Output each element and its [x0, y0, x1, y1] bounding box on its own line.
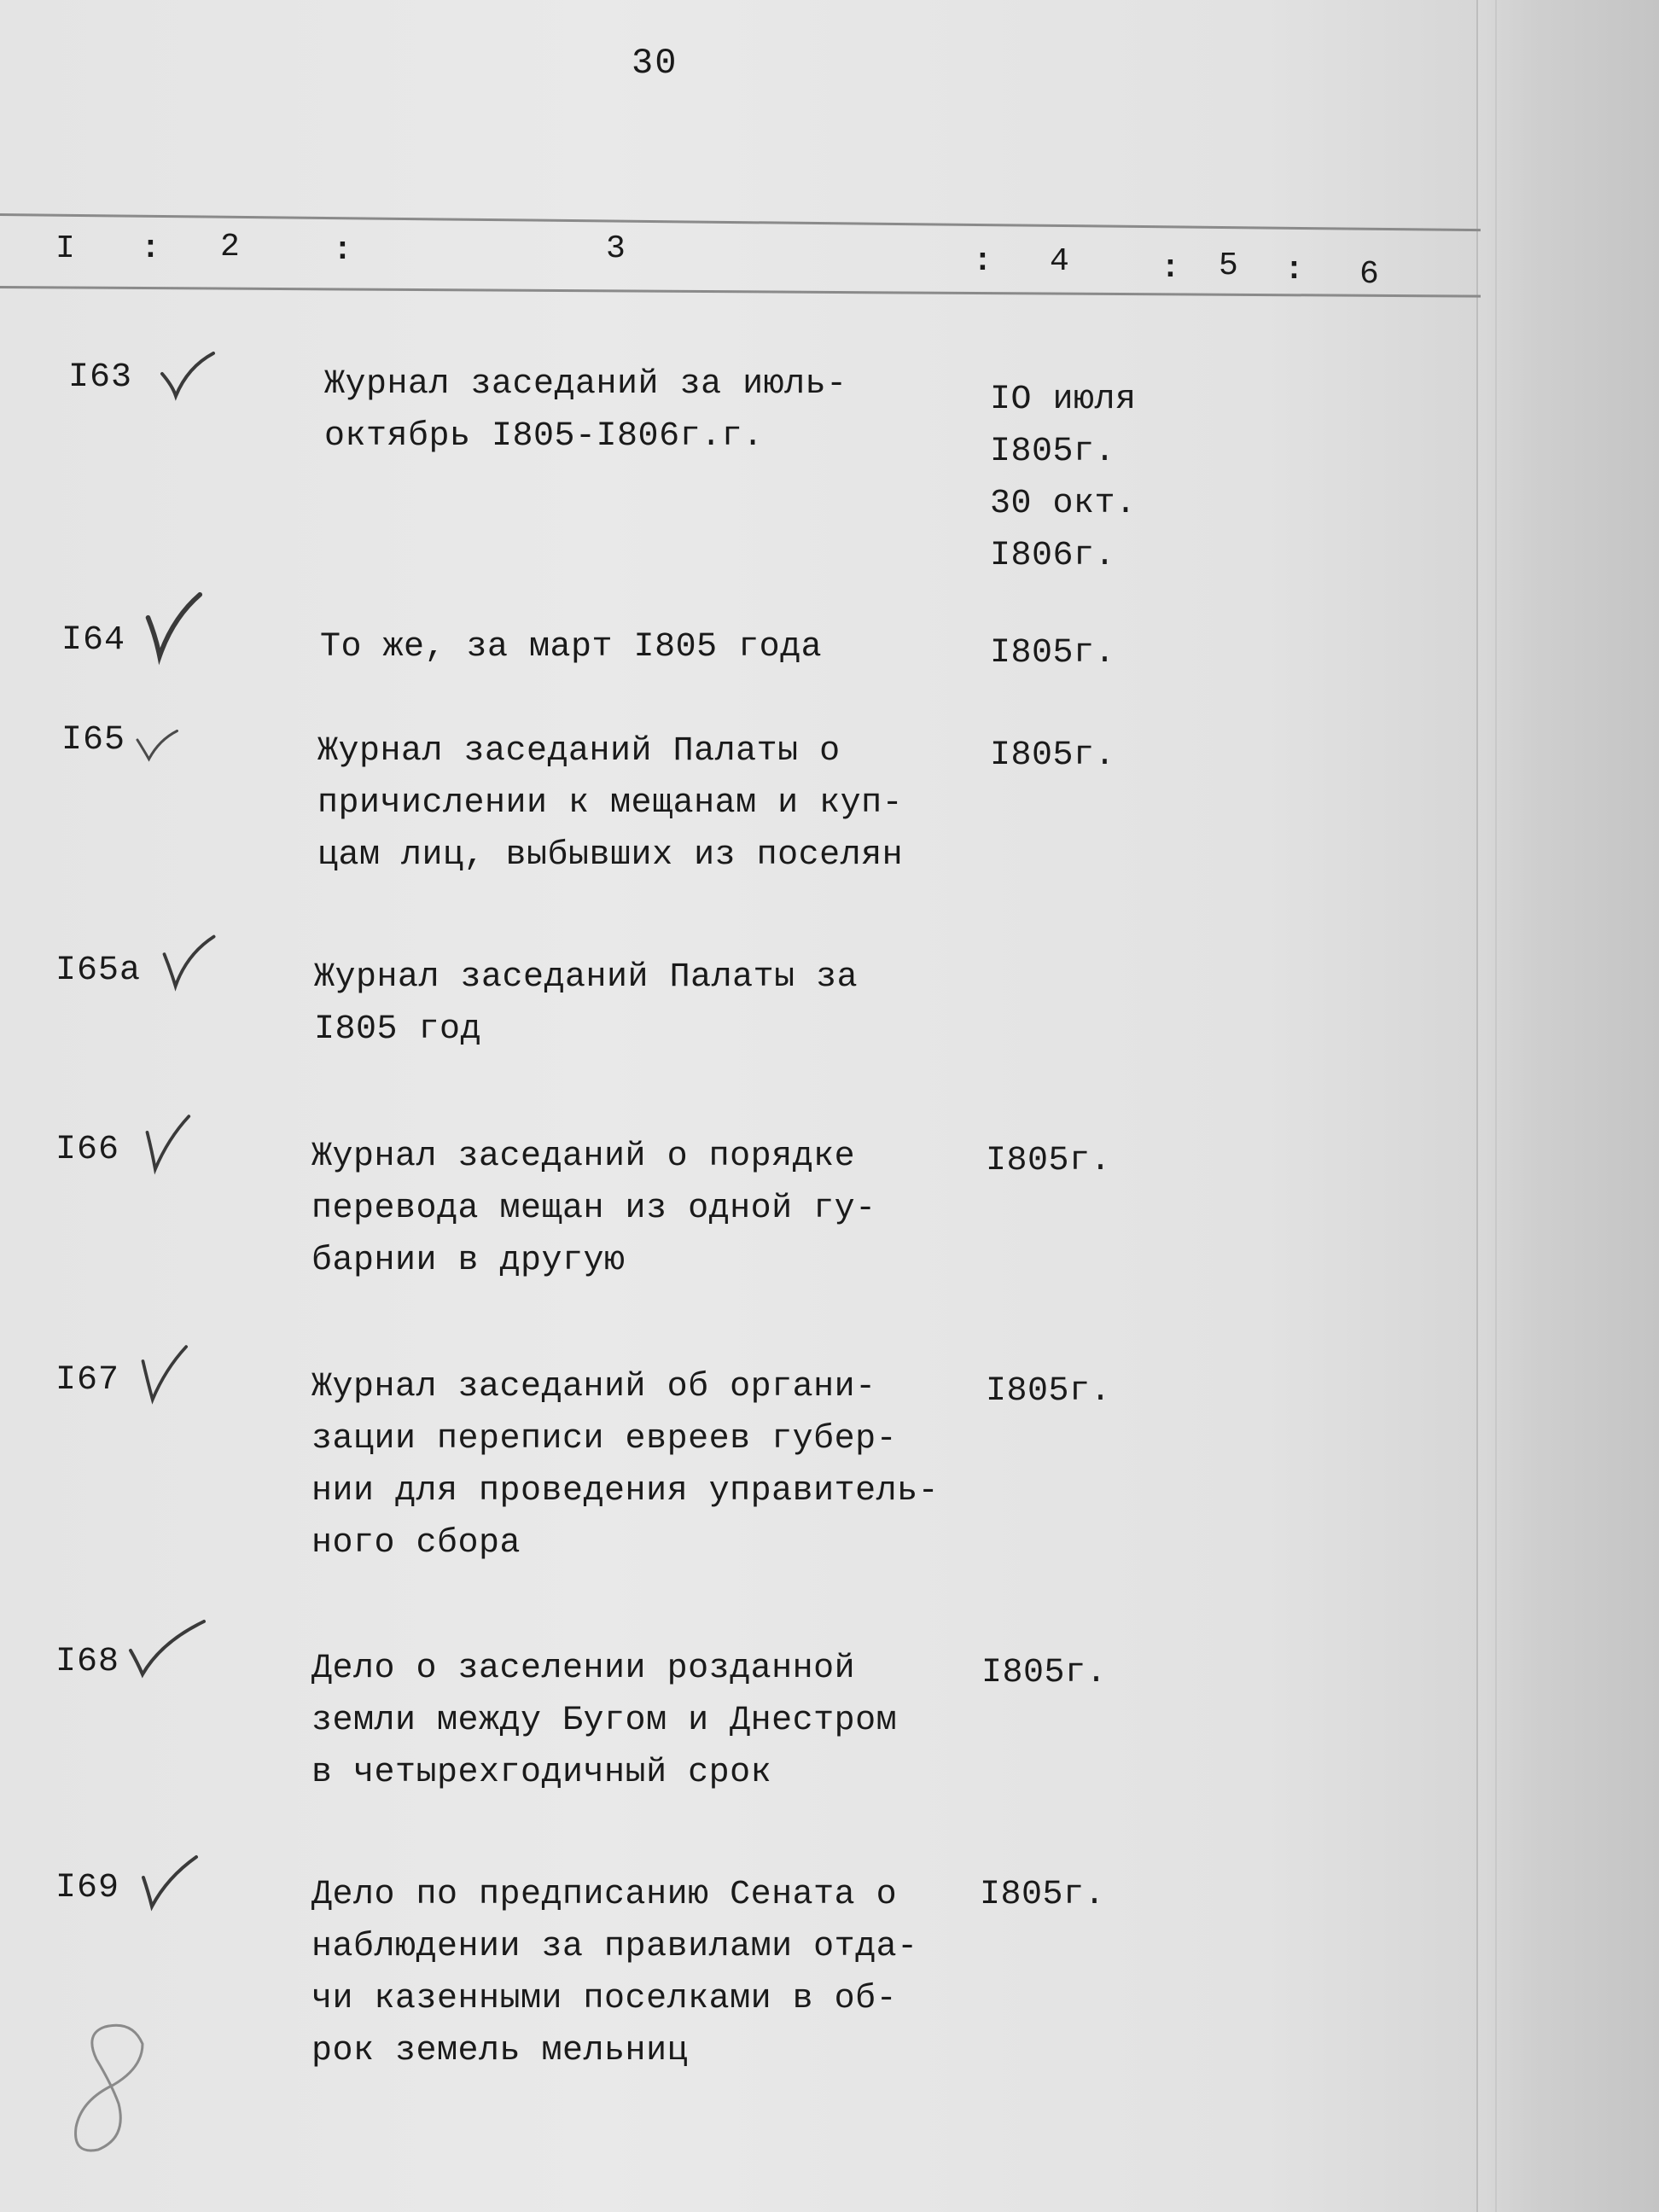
entry-description: Журнал заседаний Палаты за I805 год — [314, 958, 859, 1049]
entry-date: IО июля I805г. 30 окт. I806г. — [990, 381, 1137, 575]
adjacent-page-edge — [1476, 0, 1659, 2212]
entry-date: I805г. — [986, 1372, 1112, 1411]
entry-description: То же, за март I805 года — [320, 628, 823, 667]
entry-number: I65 — [61, 721, 126, 760]
entry-description: Дело о заселении розданной земли между Бугом и Днестром в четырехгодичный срок — [311, 1650, 898, 1792]
column-header-2: 2 — [220, 229, 240, 265]
checkmark-icon — [141, 1109, 205, 1178]
header-rule-bottom — [0, 286, 1481, 298]
column-separator: : — [141, 230, 160, 267]
entry-number: I66 — [55, 1131, 120, 1169]
checkmark-icon — [137, 1340, 201, 1408]
pencil-note — [64, 2018, 166, 2163]
column-header-5: 5 — [1219, 247, 1238, 284]
checkmark-icon — [154, 341, 222, 410]
checkmark-icon — [158, 930, 222, 994]
entry-description: Журнал заседаний за июль- октябрь I805-I806г.г. — [324, 365, 847, 456]
entry-number: I64 — [61, 621, 126, 660]
entry-description: Дело по предписанию Сената о наблюдении за правилами отда- чи казенными поселками в об- рок земель мельниц — [311, 1876, 918, 2070]
entry-number: I63 — [68, 358, 133, 397]
column-separator: : — [333, 232, 352, 269]
entry-date: I805г. — [981, 1654, 1108, 1692]
entry-date: I805г. — [986, 1142, 1112, 1180]
column-header-3: 3 — [606, 230, 626, 267]
checkmark-icon — [137, 589, 213, 666]
entry-number: I68 — [55, 1643, 120, 1681]
column-separator: : — [1161, 250, 1180, 287]
checkmark-icon — [124, 1613, 209, 1681]
entry-number: I69 — [55, 1869, 120, 1907]
entry-description: Журнал заседаний о порядке перевода мещан из одной гу- барнии в другую — [311, 1138, 876, 1280]
entry-number: I67 — [55, 1361, 120, 1400]
column-separator: : — [1284, 252, 1304, 288]
entry-description: Журнал заседаний Палаты о причислении к мещанам и куп- цам лиц, выбывших из поселян — [317, 732, 904, 875]
column-header-1: I — [55, 230, 75, 267]
entry-date: I805г. — [980, 1876, 1106, 1914]
checkmark-icon — [137, 1852, 205, 1912]
column-header-4: 4 — [1050, 243, 1069, 280]
column-separator: : — [973, 243, 992, 280]
page-number: 30 — [632, 43, 678, 84]
checkmark-icon — [132, 717, 183, 768]
entry-description: Журнал заседаний об органи- зации переписи евреев губер- нии для проведения управитель- ного сбора — [311, 1368, 940, 1563]
entry-date: I805г. — [990, 736, 1116, 775]
entry-date: I805г. — [990, 634, 1116, 672]
column-header-6: 6 — [1359, 256, 1379, 293]
entry-number: I65а — [55, 952, 142, 990]
